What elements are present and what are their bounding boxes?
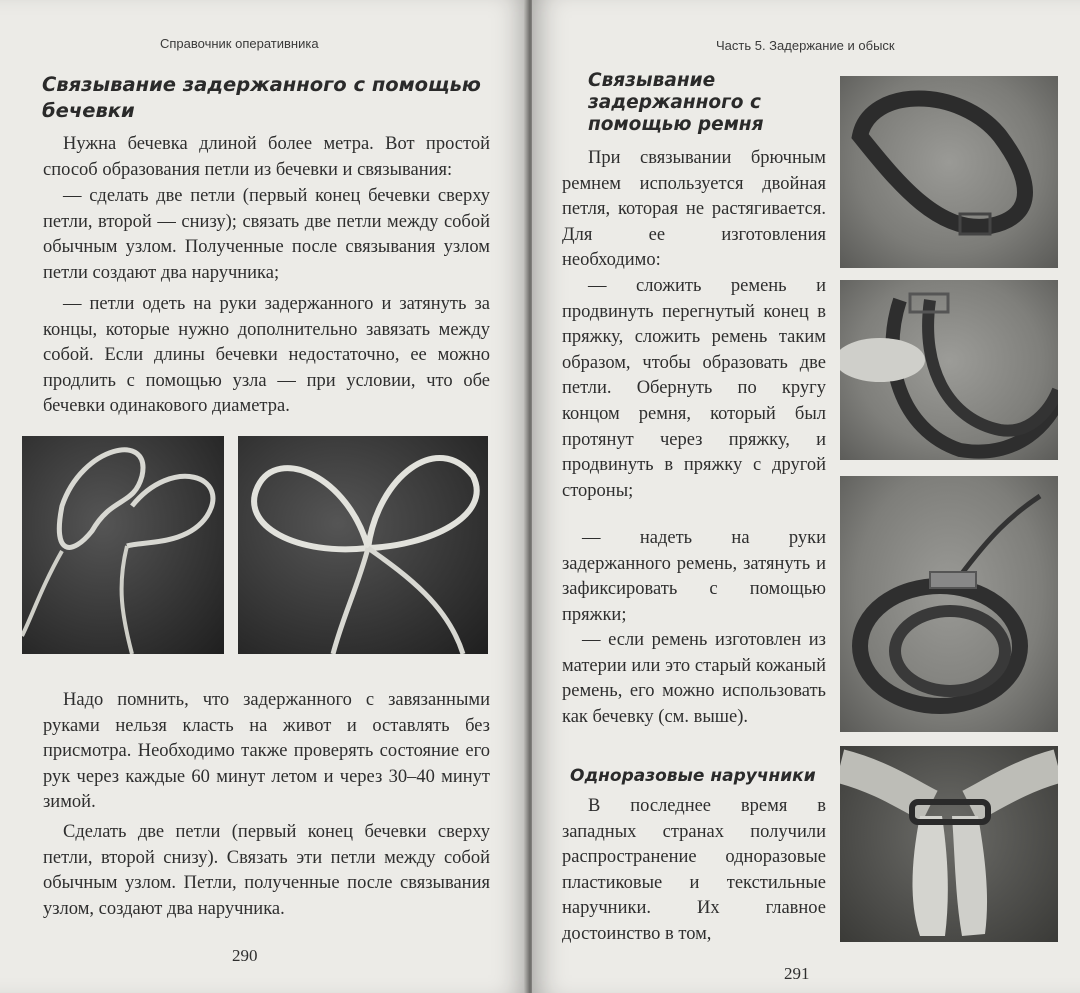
paragraph-belt-intro: При связывании брючным ремнем используется двойная петля, которая не растягивается. Для ее изготовления необходимо: [562,148,826,271]
section-heading-belt: Связывание задержанного с помощью ремня [588,70,764,135]
photo-belt-3 [840,476,1058,732]
paragraph-intro: Нужна бечевка длиной более метра. Вот простой способ образования петли из бечевки и связывания: [43,134,490,180]
paragraph-disposable-cuffs: В последнее время в западных странах получили распространение одноразовые пластиковые и текстильные наручники. Их главное достоинство в том, [562,796,826,944]
page-number-left: 290 [232,946,258,965]
photo-string-loops-2 [238,436,488,654]
photo-string-loops-1 [22,436,224,654]
paragraph-belt-step-3: — если ремень изготовлен из материи или это старый кожаный ремень, его можно использовать как бечевку (см. выше). [562,630,826,727]
section-heading-disposable-cuffs: Одноразовые наручники [570,766,816,786]
paragraph-step-2: — петли одеть на руки задержанного и затянуть за концы, которые нужно дополнительно завязать между собой. Если длины бечевки недостаточно, ее можно продлить с помощью узла — при условии, что обе бечевки одинакового диаметра. [43,294,490,417]
photo-belt-2 [840,280,1058,460]
paragraph-warning: Надо помнить, что задержанного с завязанными руками нельзя класть на живот и оставлять без присмотра. Необходимо также проверять состояние его рук через каждые 60 минут летом и через 30–40 минут зимой. [43,690,490,813]
paragraph-belt-step-1: — сложить ремень и продвинуть перегнутый конец в пряжку, сложить ремень таким образом, чтобы образовать две петли. Обернуть по кругу концом ремня, который был протянут через пряжку, и продвинуть в пряжку с другой стороны; [562,276,826,501]
running-head-right: Часть 5. Задержание и обыск [716,38,895,53]
paragraph-summary: Сделать две петли (первый конец бечевки сверху петли, второй снизу). Связать эти петли между собой обычным узлом. Петли, полученные после связывания узлом, создают два наручника. [43,822,490,919]
photo-belt-1 [840,76,1058,268]
paragraph-step-1: — сделать две петли (первый конец бечевки сверху петли, второй — снизу); связать две петли между собой обычным узлом. Полученные после связывания узлом петли создают два наручника; [43,186,490,283]
paragraph-belt-step-2: — надеть на руки задержанного ремень, затянуть и зафиксировать с помощью пряжки; [562,528,826,625]
section-heading-string: Связывание задержанного с помощью бечевки [42,73,481,122]
left-page [0,0,528,993]
photo-disposable-cuffs [840,746,1058,942]
right-page [532,0,1080,993]
running-head-left: Справочник оперативника [160,36,319,51]
page-number-right: 291 [784,964,810,983]
